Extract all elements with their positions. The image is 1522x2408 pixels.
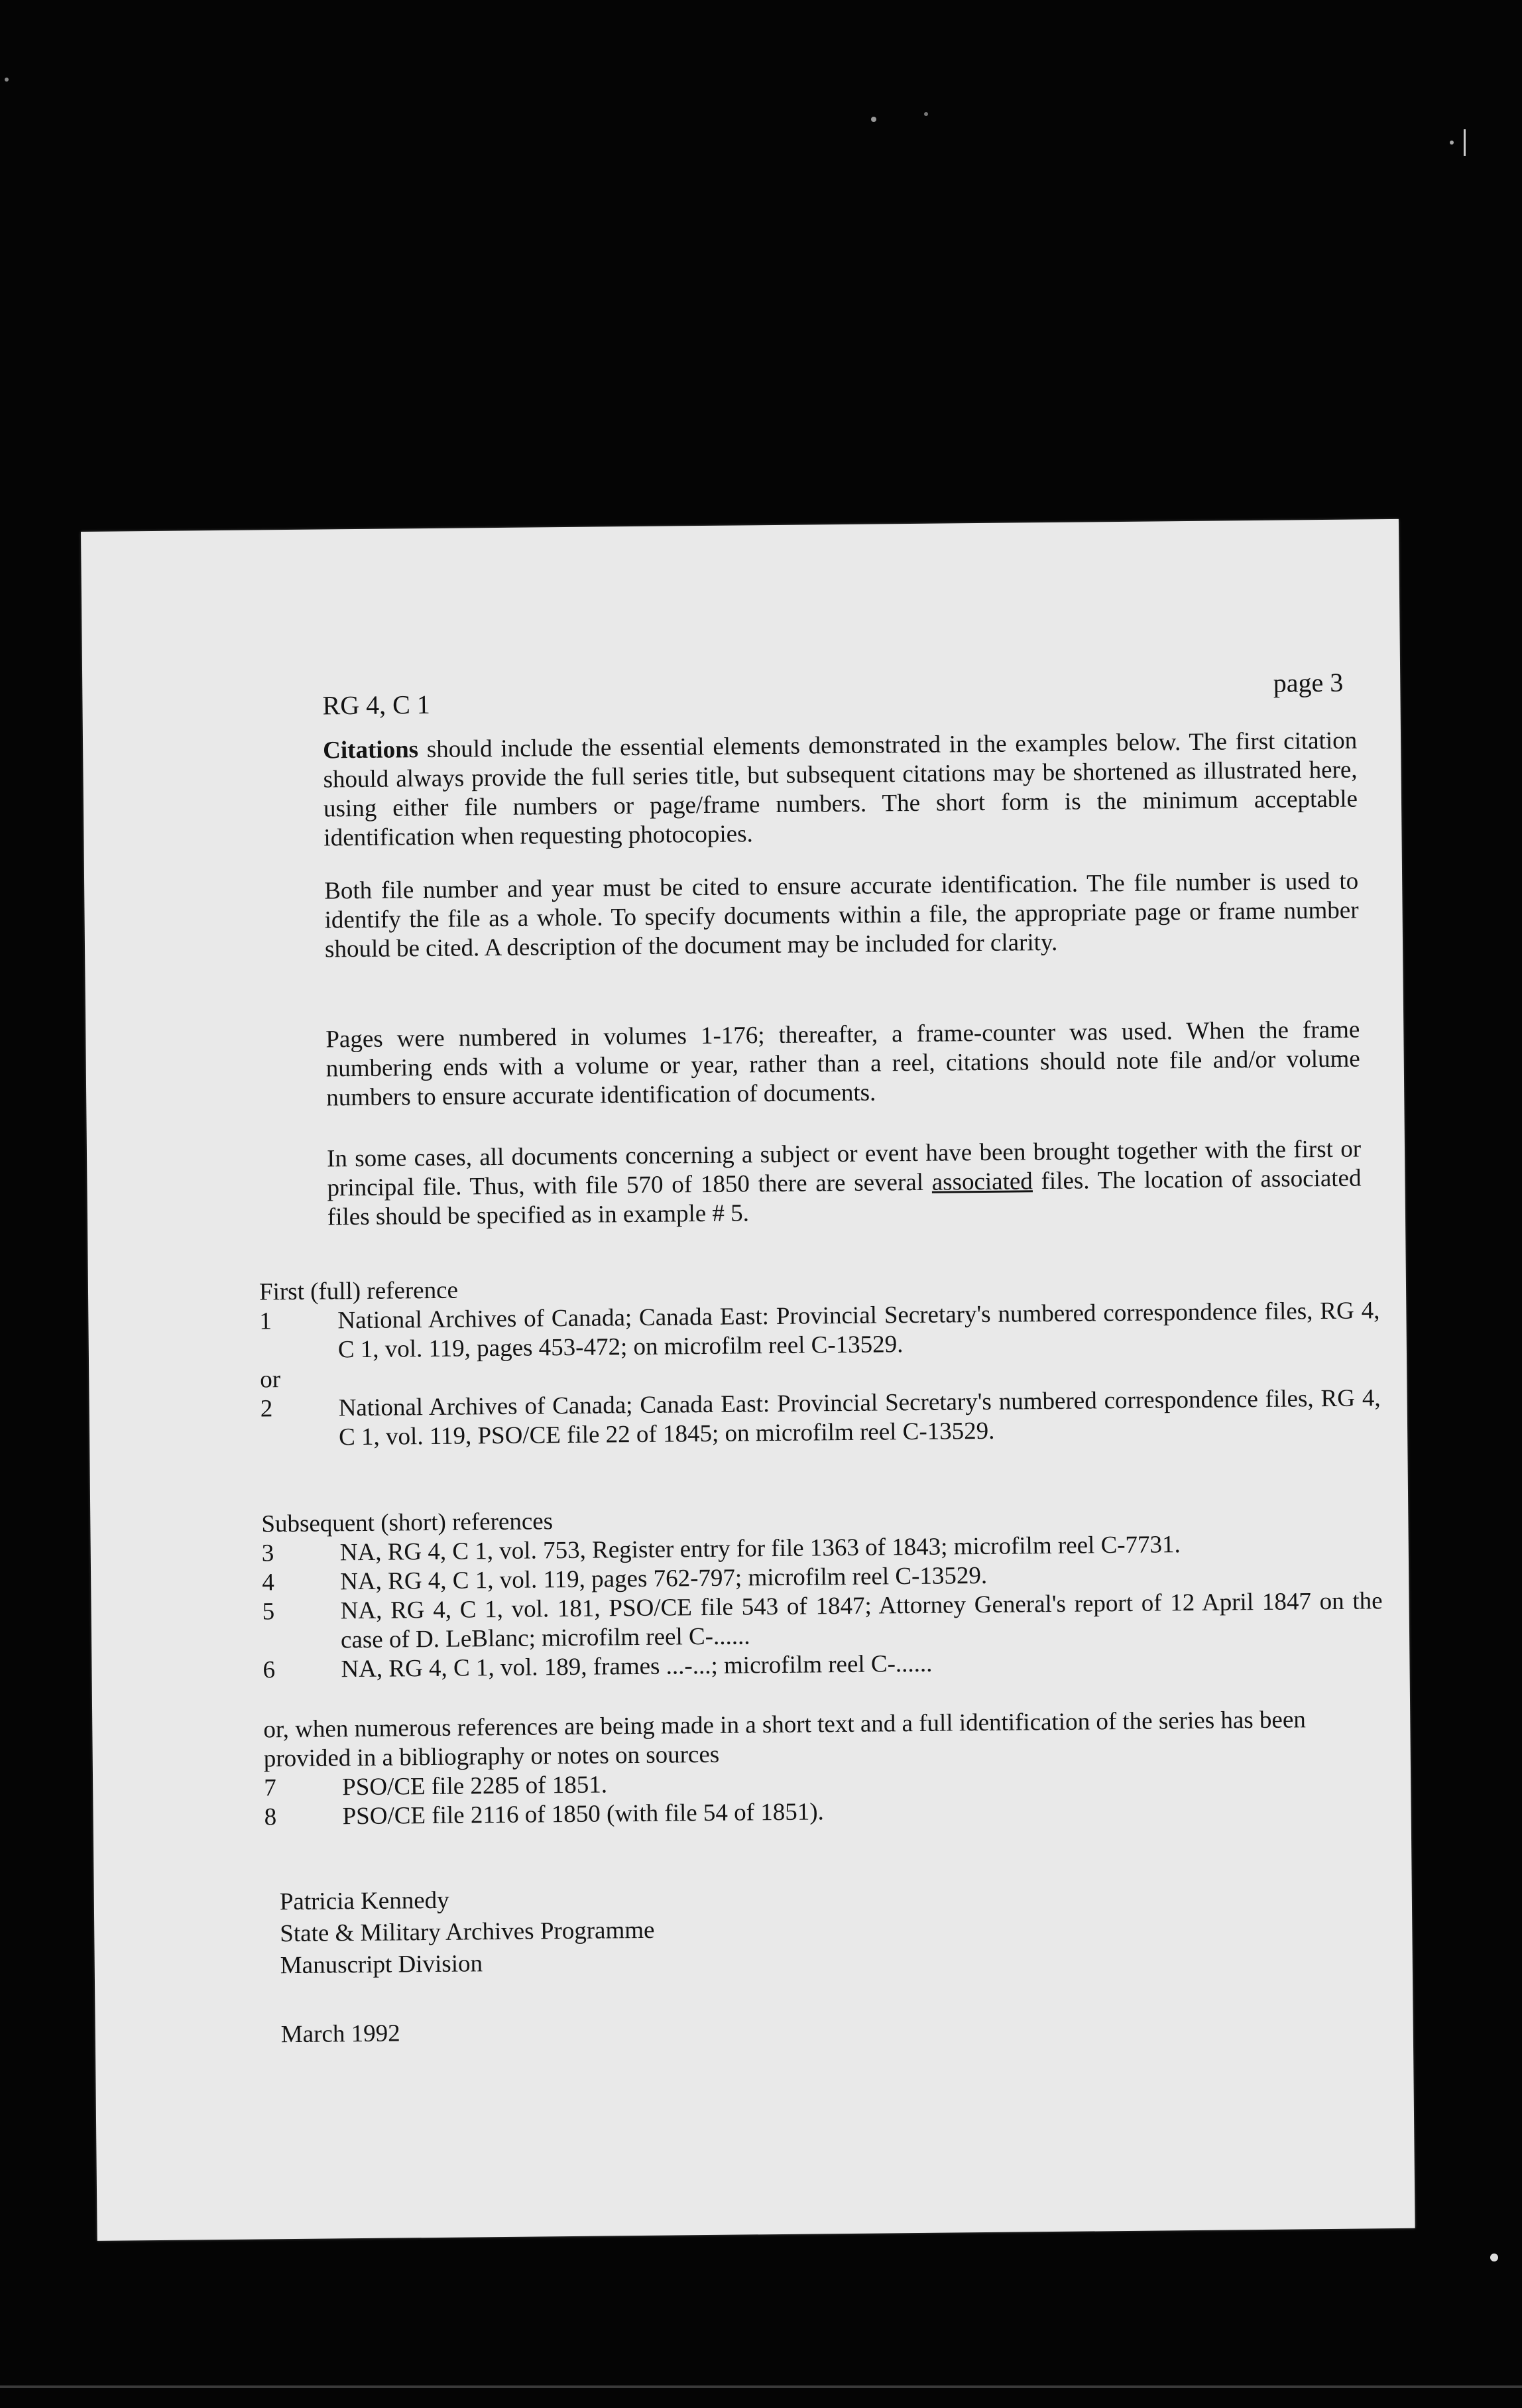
reference-number: 2 xyxy=(260,1395,273,1423)
short-text-references-intro: or, when numerous references are being made in a short text and a full identification of the series has been provided in a bibliography or notes on sources xyxy=(263,1706,1306,1773)
subsequent-references-title: Subsequent (short) references xyxy=(261,1508,554,1538)
page-header xyxy=(322,667,1344,721)
signature-block xyxy=(280,1883,656,1982)
document-date: March 1992 xyxy=(280,2019,400,2049)
intro-paragraph-4-end: files. The location of associated files should be specified as in example # 5. xyxy=(327,1164,1362,1231)
reference-number: 1 xyxy=(259,1307,272,1335)
or-label: or xyxy=(260,1366,281,1394)
reference-text: National Archives of Canada; Canada East: Provincial Secretary's numbered correspondence files, RG 4, C 1, vol. 119, pages 453-472; on microfilm reel C-13529. xyxy=(337,1297,1380,1364)
author-division: Manuscript Division xyxy=(280,1950,483,1980)
reference-number: 6 xyxy=(263,1656,276,1684)
reference-item-2 xyxy=(261,1384,1381,1453)
reference-number: 8 xyxy=(264,1803,277,1831)
first-reference-title: First (full) reference xyxy=(259,1276,459,1306)
author-name: Patricia Kennedy xyxy=(279,1886,449,1916)
intro-paragraph-1-text: should include the essential elements demonstrated in the examples below. The first citation should always provide the full series title, but subsequent citations may be shortened as illustrated here, using either file numbers or page/frame numbers. The short form is the minimum acceptable identification when requesting photocopies. xyxy=(323,727,1358,852)
citations-lead: Citations xyxy=(322,736,419,764)
intro-paragraph-1 xyxy=(323,727,1358,853)
reference-number: 5 xyxy=(262,1598,275,1626)
intro-paragraph-3: Pages were numbered in volumes 1-176; thereafter, a frame-counter was used. When the frame numbering ends with a volume or year, rather than a reel, citations should note file and/or volume numbers to ensure accurate identification of documents. xyxy=(325,1016,1360,1112)
associated-underlined: associated xyxy=(931,1168,1033,1196)
reference-number: 7 xyxy=(264,1774,276,1802)
reference-text: National Archives of Canada; Canada East: Provincial Secretary's numbered correspondence files, RG 4, C 1, vol. 119, PSO/CE file 22 of 1845; on microfilm reel C-13529. xyxy=(338,1384,1381,1451)
intro-paragraph-4-start: In some cases, all documents concerning a subject or event have been brought together with the first or principal file. Thus, with file 570 of 1850 there are several xyxy=(326,1135,1362,1202)
first-reference-section xyxy=(259,1267,1381,1453)
reference-text: NA, RG 4, C 1, vol. 189, frames ...-...; microfilm reel C-...... xyxy=(341,1650,933,1683)
series-reference: RG 4, C 1 xyxy=(322,689,430,721)
intro-paragraph-4 xyxy=(327,1135,1362,1233)
short-text-references-section xyxy=(263,1705,1385,1832)
reference-number: 4 xyxy=(262,1569,274,1596)
reference-item-5 xyxy=(262,1587,1383,1656)
page-number: page 3 xyxy=(1273,667,1344,698)
reference-text: NA, RG 4, C 1, vol. 119, pages 762-797; microfilm reel C-13529. xyxy=(340,1561,988,1596)
reference-text: PSO/CE file 2116 of 1850 (with file 54 of 1851). xyxy=(342,1798,825,1831)
subsequent-references-section xyxy=(261,1499,1383,1685)
intro-paragraph-2: Both file number and year must be cited to ensure accurate identification. The file number is used to identify the file as a whole. To specify documents within a file, the appropriate page or frame number should be cited. A description of the document may be included for clarity. xyxy=(324,867,1359,963)
reference-text: NA, RG 4, C 1, vol. 753, Register entry for file 1363 of 1843; microfilm reel C-7731. xyxy=(339,1531,1181,1567)
reference-number: 3 xyxy=(261,1539,274,1567)
reference-item-1 xyxy=(259,1296,1380,1365)
document-page xyxy=(81,519,1415,2241)
reference-text: NA, RG 4, C 1, vol. 181, PSO/CE file 543 of 1847; Attorney General's report of 12 April 1847 on the case of D. LeBlanc; microfilm reel C-...... xyxy=(340,1587,1383,1654)
author-program: State & Military Archives Programme xyxy=(280,1916,655,1948)
reference-text: PSO/CE file 2285 of 1851. xyxy=(342,1771,608,1801)
